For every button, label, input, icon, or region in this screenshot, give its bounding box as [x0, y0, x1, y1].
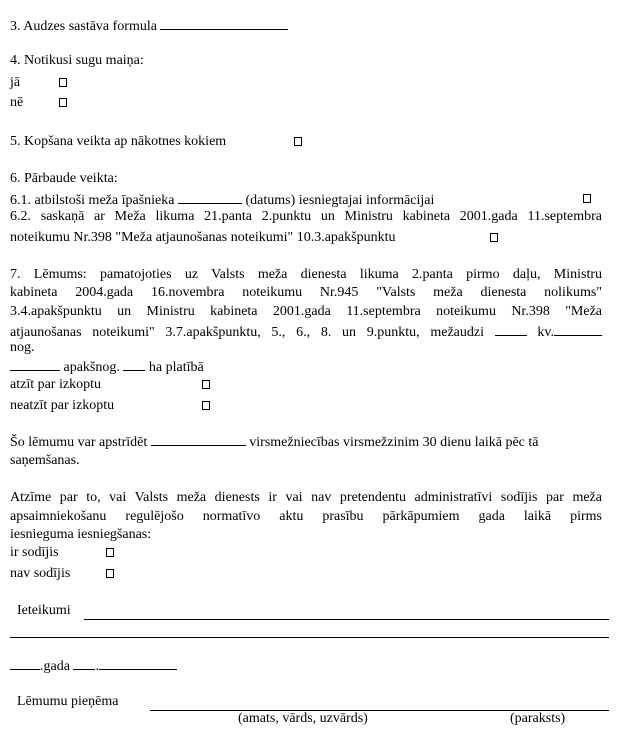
subcompartment-field[interactable] [10, 356, 60, 371]
month-field[interactable] [99, 655, 177, 670]
appeal-field[interactable] [151, 431, 246, 446]
species-change-no-label: nē [10, 95, 24, 110]
stand-field[interactable] [495, 321, 527, 336]
year-field[interactable] [10, 655, 40, 670]
section-7-line1: 7. Lēmums: pamatojoties uz Valsts meža dienesta likuma 2.panta pirmo daļu, Ministru [10, 267, 602, 282]
penalized-no-label: nav sodījis [10, 566, 71, 581]
quarter-field[interactable] [554, 321, 602, 336]
text: kv. [537, 325, 555, 340]
text: . [95, 659, 99, 674]
penalized-yes-label: ir sodījis [10, 545, 59, 560]
section-7-line6 [10, 356, 204, 376]
section-7-line3: 3.4.apakšpunktu un Ministru kabineta 2001.gada 11.septembra noteikumu Nr.398 "Meža [10, 304, 602, 319]
signature-caption: (paraksts) [510, 711, 566, 726]
area-field[interactable] [123, 356, 145, 371]
future-trees-checkbox[interactable] [294, 137, 302, 146]
note-line2: apsaimniekošanu regulējošo normatīvo aktu prasību pārkāpumiem gada laikā pirms [10, 509, 602, 524]
penalized-yes-checkbox[interactable] [106, 548, 114, 557]
section-7-line2: kabineta 2004.gada 16.novembra noteikumu Nr.945 "Valsts meža dienesta nolikums" [10, 285, 602, 300]
note-line3: iesnieguma iesniegšanas: [10, 527, 152, 542]
text: Šo lēmumu var apstrīdēt [10, 435, 148, 450]
species-change-no-checkbox[interactable] [59, 98, 67, 107]
note-line1: Atzīme par to, vai Valsts meža dienests ir vai nav pretendentu administratīvi sodījis par meža [10, 490, 602, 505]
section-6-label: 6. Pārbaude veikta: [10, 171, 118, 186]
section-6-1 [10, 189, 434, 209]
section-7-line5: nog. [10, 340, 35, 355]
text: ha platībā [148, 360, 204, 375]
penalized-no-checkbox[interactable] [106, 569, 114, 578]
accept-label: atzīt par izkoptu [10, 377, 101, 392]
appeal-line1 [10, 431, 539, 451]
date-line [10, 655, 177, 675]
section-3 [10, 15, 288, 35]
section-6-2-line2: noteikumu Nr.398 "Meža atjaunošanas noteikumi" 10.3.apakšpunktu [10, 230, 396, 245]
date-field[interactable] [178, 189, 242, 204]
label: 3. Audzes sastāva formula [10, 19, 157, 34]
section-4-label: 4. Notikusi sugu maiņa: [10, 53, 144, 68]
section-6-1-checkbox[interactable] [583, 194, 591, 203]
text: (datums) iesniegtajai informācijai [245, 193, 435, 208]
section-5-label: 5. Kopšana veikta ap nākotnes kokiem [10, 134, 227, 149]
text: .gada [40, 659, 70, 674]
position-caption: (amats, vārds, uzvārds) [238, 711, 368, 726]
species-change-yes-label: jā [10, 75, 21, 90]
section-6-2-line1: 6.2. saskaņā ar Meža likuma 21.panta 2.punktu un Ministru kabineta 2001.gada 11.septembra [10, 209, 602, 224]
section-7-line4 [10, 321, 602, 341]
decision-by-label: Lēmumu pieņēma [17, 694, 119, 709]
text: apakšnog. [63, 360, 120, 375]
reject-label: neatzīt par izkoptu [10, 398, 115, 413]
text: 6.1. atbilstoši meža īpašnieka [10, 193, 175, 208]
reject-checkbox[interactable] [202, 401, 210, 410]
text: atjaunošanas noteikumi" 3.7.apakšpunktu, 5., 6., 8. un 9.punktu, mežaudzi [10, 325, 484, 340]
appeal-line2: saņemšanas. [10, 453, 80, 468]
accept-checkbox[interactable] [202, 380, 210, 389]
species-change-yes-checkbox[interactable] [59, 78, 67, 87]
recommendations-label: Ieteikumi [17, 603, 71, 618]
recommendations-field[interactable] [84, 619, 609, 620]
formula-field[interactable] [160, 15, 288, 30]
recommendations-field-2[interactable] [10, 637, 609, 638]
day-field[interactable] [73, 655, 95, 670]
section-6-2-checkbox[interactable] [490, 233, 498, 242]
text: virsmežniecības virsmežzinim 30 dienu laikā pēc tā [249, 435, 539, 450]
